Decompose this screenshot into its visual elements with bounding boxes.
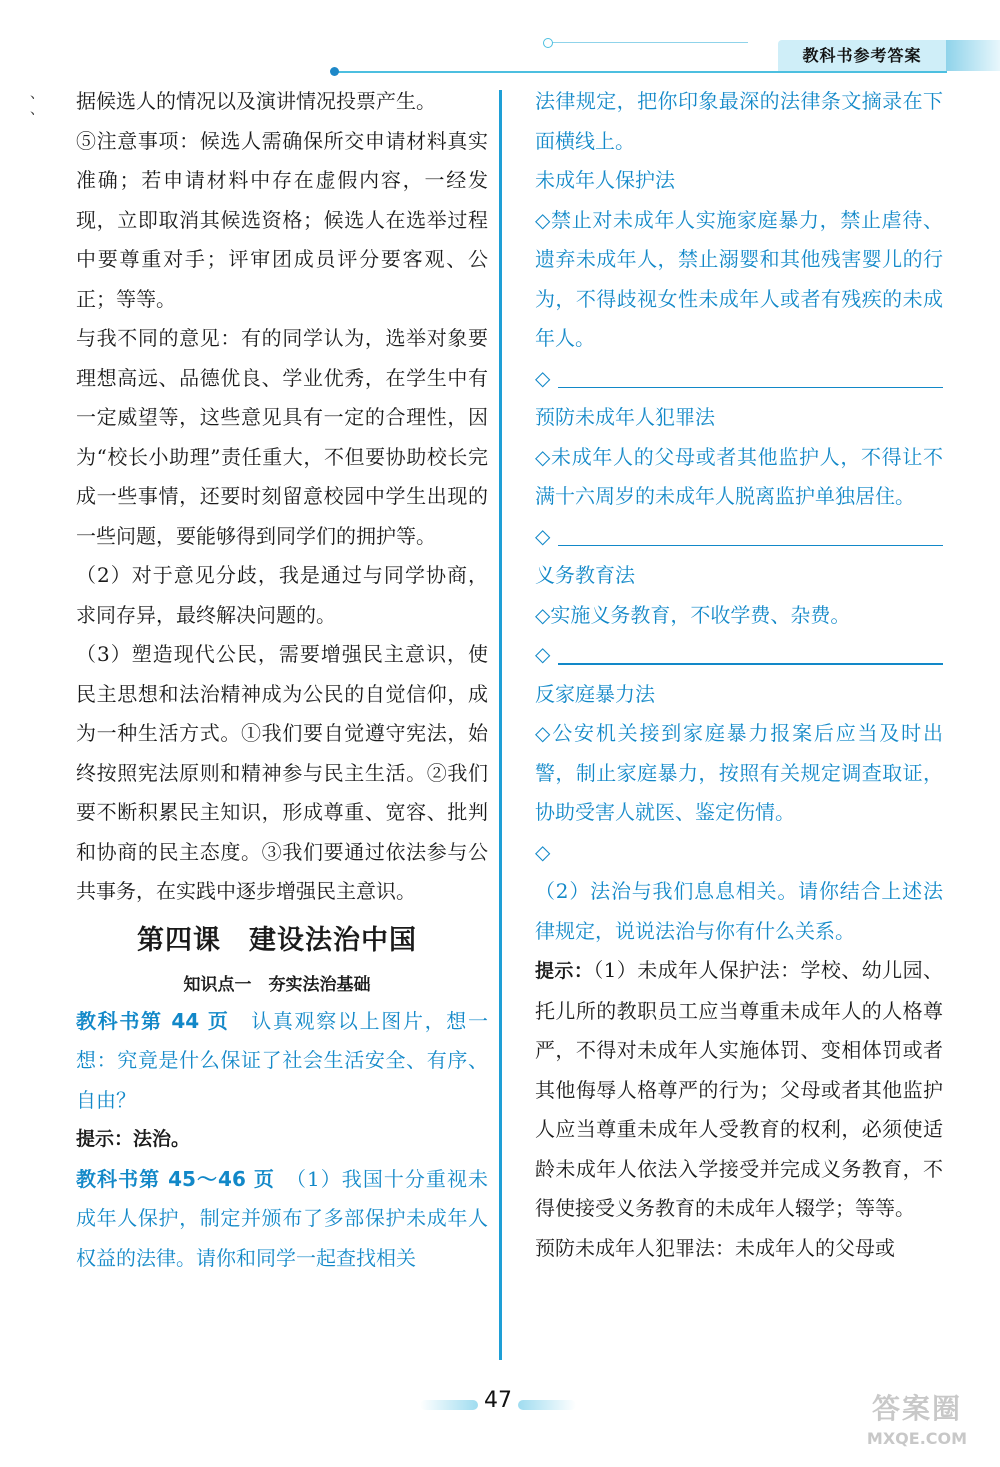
footer [0, 1388, 1000, 1424]
left-para-3: 与我不同的意见：有的同学认为，选举对象要理想高远、品德优良、学业优秀，在学生中有一定威望等，这些意见具有一定的合理性，因为“校长小助理”责任重大，不但要协助校长完成一些事情，还要时刻留意校园中学生出现的一些问题，要能够得到同学们的拥护等。 [76, 326, 488, 548]
left-para-1: 据候选人的情况以及演讲情况投票产生。 [76, 89, 436, 113]
textbook-ref-45-46-question: （1）我国十分重视未成年人保护，制定并颁布了多部保护未成年人权益的法律。请你和同学一起查找相关 [76, 1166, 489, 1270]
textbook-ref-45-46-label: 教科书第 45～46 页 [76, 1166, 275, 1191]
blank-rule [558, 387, 943, 389]
blank-rule [558, 663, 943, 665]
page-number: 47 [484, 1388, 512, 1413]
header-ring-dot [543, 38, 553, 48]
textbook-ref-44-question: 认真观察以上图片，想一想：究竟是什么保证了社会生活安全、有序、自由？ [76, 1008, 488, 1112]
law-name-2: 预防未成年人犯罪法 [535, 405, 715, 429]
watermark [852, 1390, 982, 1460]
diamond-icon: ◇ [535, 365, 551, 390]
header-tail-decoration [946, 40, 1000, 71]
textbook-ref-45-46 [76, 1160, 488, 1279]
diamond-icon: ◇ [535, 642, 551, 666]
right-intro: 法律规定，把你印象最深的法律条文摘录在下面横线上。 [535, 89, 943, 153]
left-para-2: ⑤注意事项：候选人需确保所交申请材料真实准确；若申请材料中存在虚假内容，一经发现，立即取消其候选资格；候选人在选举过程中要尊重对手；评审团成员评分要客观、公正；等等。 [76, 128, 488, 311]
answer-blank-1 [535, 359, 943, 399]
textbook-ref-44-label: 教科书第 44 页 [76, 1008, 230, 1033]
answer-blank-4 [535, 833, 943, 873]
law-name-4: 反家庭暴力法 [535, 681, 655, 706]
header-dot [330, 67, 339, 76]
knowledge-point-title: 知识点一 夯实法治基础 [183, 974, 371, 995]
diamond-icon: ◇ [535, 523, 551, 548]
hint-answer [535, 951, 943, 1229]
hint-text: （1）未成年人保护法：学校、幼儿园、托儿所的教职员工应当尊重未成年人的人格尊严，不得对未成年人实施体罚、变相体罚或者其他侮辱人格尊严的行为；父母或者其他监护人应当尊重未成年人受教育的权利，必须使适龄未成年人依法入学接受并完成义务教育，不得使接受义务教育的未成年人辍学；等等。 [535, 958, 943, 1220]
law-text-2: ◇未成年人的父母或者其他监护人，不得让不满十六周岁的未成年人脱离监护单独居住。 [535, 444, 943, 508]
answer-blank-3 [535, 635, 943, 675]
hint-label: 提示： [535, 960, 594, 982]
watermark-text: 答案圈 [871, 1392, 962, 1425]
lesson-title: 第四课 建设法治中国 [137, 924, 417, 956]
law-text-4: ◇公安机关接到家庭暴力报案后应当及时出警，制止家庭暴力，按照有关规定调查取证，协助受害人就医、鉴定伤情。 [535, 721, 943, 824]
right-column [535, 82, 943, 1268]
law-name-1: 未成年人保护法 [535, 168, 675, 192]
last-line: 预防未成年人犯罪法：未成年人的父母或 [535, 1235, 895, 1260]
left-para-4: （2）对于意见分歧，我是通过与同学协商，求同存异，最终解决问题的。 [76, 563, 488, 627]
hint-44: 提示：法治。 [76, 1128, 191, 1150]
question-2: （2）法治与我们息息相关。请你结合上述法律规定，说说法治与你有什么关系。 [535, 879, 943, 943]
law-text-1: ◇禁止对未成年人实施家庭暴力，禁止虐待、遗弃未成年人，禁止溺婴和其他残害婴儿的行为，不得歧视女性未成年人或者有残疾的未成年人。 [535, 207, 943, 350]
law-text-3: ◇实施义务教育，不收学费、杂费。 [535, 602, 851, 627]
left-column [76, 82, 488, 1278]
watermark-url: MXQE.COM [866, 1429, 968, 1448]
column-divider [499, 90, 502, 1360]
law-name-3: 义务教育法 [535, 563, 635, 587]
footer-decoration-left [420, 1400, 478, 1410]
header-title: 教科书参考答案 [778, 40, 946, 71]
corner-marks: 、 、 [30, 86, 44, 118]
header-rule [335, 71, 947, 73]
blank-rule [558, 545, 943, 547]
diamond-icon: ◇ [535, 839, 551, 864]
blank-rule [558, 861, 943, 863]
textbook-ref-44 [76, 1002, 488, 1121]
answer-blank-2 [535, 517, 943, 557]
footer-decoration-right [518, 1400, 576, 1410]
left-para-5: （3）塑造现代公民，需要增强民主意识，使民主思想和法治精神成为公民的自觉信仰，成为一种生活方式。①我们要自觉遵守宪法，始终按照宪法原则和精神参与民主生活。②我们要不断积累民主知识，形成尊重、宽容、批判和协商的民主态度。③我们要通过依法参与公共事务，在实践中逐步增强民主意识。 [76, 642, 488, 903]
header-thin-rule [548, 42, 748, 43]
